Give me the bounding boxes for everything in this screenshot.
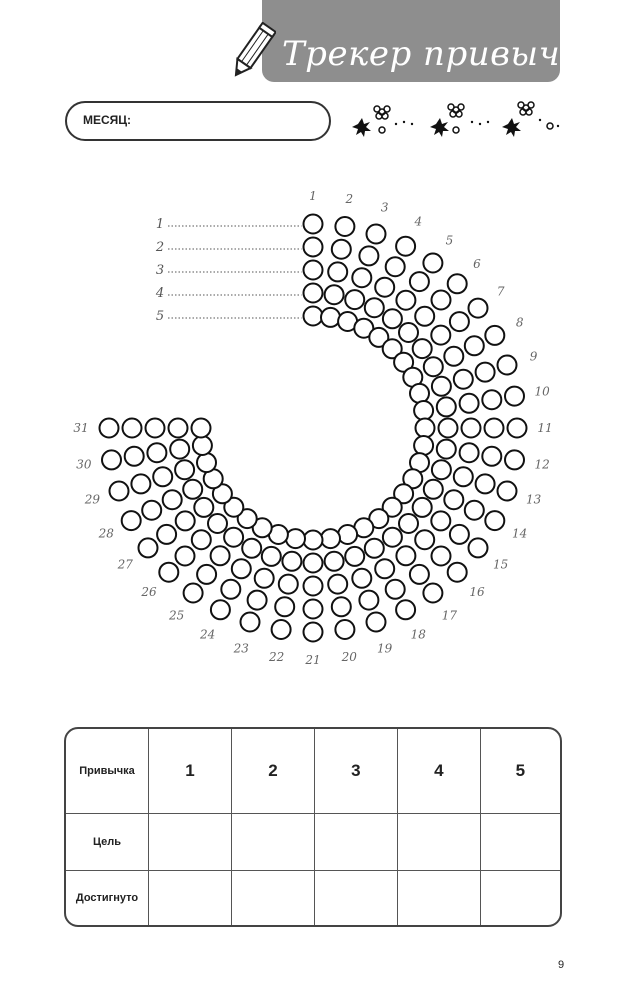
habit-bubble[interactable]	[432, 377, 451, 396]
habit-bubble[interactable]	[304, 577, 323, 596]
day-number: 18	[410, 627, 426, 642]
habit-bubble[interactable]	[139, 538, 158, 557]
habit-bubble[interactable]	[194, 498, 213, 517]
day-number: 12	[534, 457, 550, 472]
habit-bubble[interactable]	[505, 450, 524, 469]
habit-bubble[interactable]	[460, 443, 479, 462]
goal-cell[interactable]	[480, 814, 560, 871]
row-label-goal: Цель	[66, 814, 149, 871]
goal-cell[interactable]	[149, 814, 232, 871]
habit-bubble[interactable]	[469, 299, 488, 318]
habit-bubble[interactable]	[432, 291, 451, 310]
achieved-cell[interactable]	[149, 870, 232, 925]
habit-bubble[interactable]	[375, 278, 394, 297]
habit-bubble[interactable]	[414, 436, 433, 455]
day-number: 2	[345, 191, 354, 206]
habit-bubble[interactable]	[304, 284, 323, 303]
summary-achieved-row	[66, 870, 560, 925]
habit-bubble[interactable]	[125, 447, 144, 466]
habit-bubble[interactable]	[359, 246, 378, 265]
day-number: 8	[515, 315, 524, 330]
achieved-cell[interactable]	[480, 870, 560, 925]
habit-bubble[interactable]	[431, 326, 450, 345]
day-number: 17	[441, 608, 458, 623]
habit-bubble[interactable]	[448, 274, 467, 293]
habit-bubble[interactable]	[485, 419, 504, 438]
habit-bubble[interactable]	[508, 419, 527, 438]
habit-bubble[interactable]	[482, 390, 501, 409]
habit-bubble[interactable]	[444, 490, 463, 509]
day-number: 24	[200, 627, 216, 642]
achieved-cell[interactable]	[314, 870, 397, 925]
habit-bubble[interactable]	[413, 339, 432, 358]
column-header-4: 4	[397, 729, 480, 814]
habit-bubble[interactable]	[153, 467, 172, 486]
day-number: 9	[529, 349, 538, 364]
habit-bubble[interactable]	[413, 498, 432, 517]
page-title: Трекер привычек	[282, 34, 602, 74]
goal-cell[interactable]	[314, 814, 397, 871]
habit-bubble[interactable]	[469, 538, 488, 557]
habit-bubble[interactable]	[332, 597, 351, 616]
habit-bubble[interactable]	[399, 514, 418, 533]
habit-bubble[interactable]	[460, 394, 479, 413]
habit-bubble[interactable]	[431, 511, 450, 530]
habit-bubble[interactable]	[208, 514, 227, 533]
habit-bubble[interactable]	[197, 453, 216, 472]
habit-bubble[interactable]	[439, 419, 458, 438]
habit-bubble[interactable]	[444, 347, 463, 366]
habit-bubble[interactable]	[414, 401, 433, 420]
habit-bubble[interactable]	[367, 225, 386, 244]
habit-bubble[interactable]	[383, 309, 402, 328]
habit-bubble[interactable]	[170, 440, 189, 459]
habit-bubble[interactable]	[415, 530, 434, 549]
habit-bubble[interactable]	[211, 546, 230, 565]
habit-bubble[interactable]	[255, 569, 274, 588]
habit-bubble[interactable]	[485, 326, 504, 345]
summary-table	[64, 727, 562, 927]
habit-bubble[interactable]	[424, 480, 443, 499]
habit-bubble[interactable]	[476, 474, 495, 493]
habit-bubble[interactable]	[286, 529, 305, 548]
page-number: 9	[558, 959, 565, 971]
habit-bubble[interactable]	[450, 525, 469, 544]
goal-cell[interactable]	[397, 814, 480, 871]
day-number: 3	[380, 200, 389, 215]
habit-bubble[interactable]	[410, 565, 429, 584]
habit-bubble[interactable]	[482, 447, 501, 466]
habit-bubble[interactable]	[304, 307, 323, 326]
habit-bubble[interactable]	[415, 307, 434, 326]
habit-bubble[interactable]	[345, 290, 364, 309]
day-number: 25	[168, 608, 185, 623]
habit-bubble[interactable]	[163, 490, 182, 509]
habit-bubble[interactable]	[386, 257, 405, 276]
habit-bubble[interactable]	[192, 419, 211, 438]
habit-bubble[interactable]	[272, 620, 291, 639]
habit-bubble[interactable]	[462, 419, 481, 438]
habit-bubble[interactable]	[275, 597, 294, 616]
summary-header-row	[66, 729, 560, 814]
habit-bubble[interactable]	[335, 217, 354, 236]
habit-bubble[interactable]	[424, 357, 443, 376]
habit-bubble[interactable]	[432, 547, 451, 566]
habit-bubble[interactable]	[131, 474, 150, 493]
habit-bubble[interactable]	[304, 554, 323, 573]
habit-bubble[interactable]	[328, 262, 347, 281]
habit-bubble[interactable]	[157, 525, 176, 544]
day-number: 6	[473, 257, 481, 271]
habit-bubble[interactable]	[454, 370, 473, 389]
habit-bubble[interactable]	[221, 580, 240, 599]
habit-bubble[interactable]	[465, 336, 484, 355]
habit-bubble[interactable]	[476, 363, 495, 382]
day-number: 27	[117, 557, 133, 572]
habit-bubble[interactable]	[437, 397, 456, 416]
habit-bubble[interactable]	[386, 580, 405, 599]
habit-bubble[interactable]	[437, 440, 456, 459]
habit-bubble[interactable]	[396, 291, 415, 310]
habit-number: 4	[155, 286, 165, 301]
day-number: 22	[269, 650, 285, 665]
habit-bubble[interactable]	[110, 482, 129, 501]
day-number: 23	[233, 641, 249, 656]
habit-bubble[interactable]	[169, 419, 188, 438]
habit-bubble[interactable]	[304, 215, 323, 234]
habit-bubble[interactable]	[396, 600, 415, 619]
summary-goal-row	[66, 814, 560, 871]
day-number: 7	[496, 284, 505, 299]
habit-bubble[interactable]	[241, 613, 260, 632]
habit-bubble[interactable]	[224, 528, 243, 547]
habit-number: 1	[155, 217, 165, 232]
habit-bubble[interactable]	[304, 600, 323, 619]
habit-bubble[interactable]	[192, 530, 211, 549]
habit-bubble[interactable]	[450, 312, 469, 331]
column-header-3: 3	[314, 729, 397, 814]
habit-bubble[interactable]	[423, 584, 442, 603]
habit-bubble[interactable]	[410, 384, 429, 403]
row-label-habit: Привычка	[66, 729, 149, 814]
habit-bubble[interactable]	[232, 559, 251, 578]
day-number: 11	[537, 421, 553, 435]
habit-bubble[interactable]	[304, 238, 323, 257]
day-number: 1	[309, 189, 317, 203]
achieved-cell[interactable]	[397, 870, 480, 925]
habit-bubble[interactable]	[345, 547, 364, 566]
habit-bubble[interactable]	[328, 575, 347, 594]
habit-number: 2	[155, 240, 165, 255]
habit-bubble[interactable]	[304, 531, 323, 550]
habit-bubble[interactable]	[383, 528, 402, 547]
habit-bubble[interactable]	[416, 419, 435, 438]
column-header-2: 2	[231, 729, 314, 814]
habit-bubble[interactable]	[485, 511, 504, 530]
habit-bubble[interactable]	[175, 460, 194, 479]
achieved-cell[interactable]	[231, 870, 314, 925]
day-number: 14	[512, 526, 528, 541]
habit-bubble[interactable]	[338, 525, 357, 544]
habit-bubble[interactable]	[365, 298, 384, 317]
habit-bubble[interactable]	[410, 272, 429, 291]
habit-bubble[interactable]	[123, 419, 142, 438]
day-number: 13	[525, 492, 542, 507]
habit-bubble[interactable]	[399, 323, 418, 342]
habit-bubble[interactable]	[176, 547, 195, 566]
day-number: 26	[141, 585, 157, 599]
month-label: МЕСЯЦ:	[83, 113, 132, 127]
day-number: 10	[534, 384, 550, 399]
habit-bubble[interactable]	[321, 308, 340, 327]
habit-bubble[interactable]	[335, 620, 354, 639]
habit-bubble[interactable]	[359, 591, 378, 610]
habit-bubble[interactable]	[279, 575, 298, 594]
goal-cell[interactable]	[231, 814, 314, 871]
habit-bubble[interactable]	[454, 467, 473, 486]
habit-bubble[interactable]	[448, 563, 467, 582]
habit-bubble[interactable]	[184, 584, 203, 603]
habit-bubble[interactable]	[498, 356, 517, 375]
habit-bubble[interactable]	[102, 450, 121, 469]
day-number: 31	[73, 421, 89, 435]
day-number: 4	[414, 214, 423, 229]
habit-bubble[interactable]	[465, 501, 484, 520]
habit-bubble[interactable]	[262, 547, 281, 566]
day-number: 28	[98, 526, 114, 541]
day-number: 16	[469, 585, 485, 599]
habit-bubble[interactable]	[332, 240, 351, 259]
habit-bubble[interactable]	[142, 501, 161, 520]
habit-bubble[interactable]	[396, 546, 415, 565]
habit-number: 3	[155, 263, 165, 278]
row-label-achieved: Достигнуто	[66, 870, 149, 925]
habit-bubble[interactable]	[197, 565, 216, 584]
habit-bubble[interactable]	[183, 480, 202, 499]
habit-bubble[interactable]	[325, 552, 344, 571]
habit-bubble[interactable]	[304, 261, 323, 280]
habit-bubble[interactable]	[304, 623, 323, 642]
habit-bubble[interactable]	[176, 511, 195, 530]
day-number: 19	[377, 641, 393, 656]
habit-bubble[interactable]	[352, 569, 371, 588]
habit-bubble[interactable]	[423, 254, 442, 273]
day-number: 20	[341, 650, 357, 665]
habit-bubble[interactable]	[498, 482, 517, 501]
habit-bubble[interactable]	[375, 559, 394, 578]
habit-bubble[interactable]	[325, 285, 344, 304]
habit-bubble[interactable]	[505, 387, 524, 406]
habit-bubble[interactable]	[365, 539, 384, 558]
column-header-1: 1	[149, 729, 232, 814]
habit-bubble[interactable]	[367, 613, 386, 632]
day-number: 5	[445, 233, 454, 248]
habit-bubble[interactable]	[352, 268, 371, 287]
day-number: 15	[493, 557, 509, 572]
column-header-5: 5	[480, 729, 560, 814]
day-number: 30	[76, 457, 92, 472]
habit-bubble[interactable]	[242, 539, 261, 558]
habit-number: 5	[155, 309, 165, 324]
habit-bubble[interactable]	[248, 591, 267, 610]
habit-bubble[interactable]	[159, 563, 178, 582]
day-number: 21	[305, 653, 321, 667]
habit-bubble[interactable]	[147, 443, 166, 462]
habit-bubble[interactable]	[146, 419, 165, 438]
habit-bubble[interactable]	[193, 436, 212, 455]
habit-bubble[interactable]	[100, 419, 119, 438]
habit-bubble[interactable]	[396, 237, 415, 256]
habit-bubble[interactable]	[321, 529, 340, 548]
habit-bubble[interactable]	[122, 511, 141, 530]
habit-bubble[interactable]	[211, 600, 230, 619]
day-number: 29	[84, 492, 101, 507]
habit-bubble[interactable]	[282, 552, 301, 571]
habit-bubble[interactable]	[432, 460, 451, 479]
